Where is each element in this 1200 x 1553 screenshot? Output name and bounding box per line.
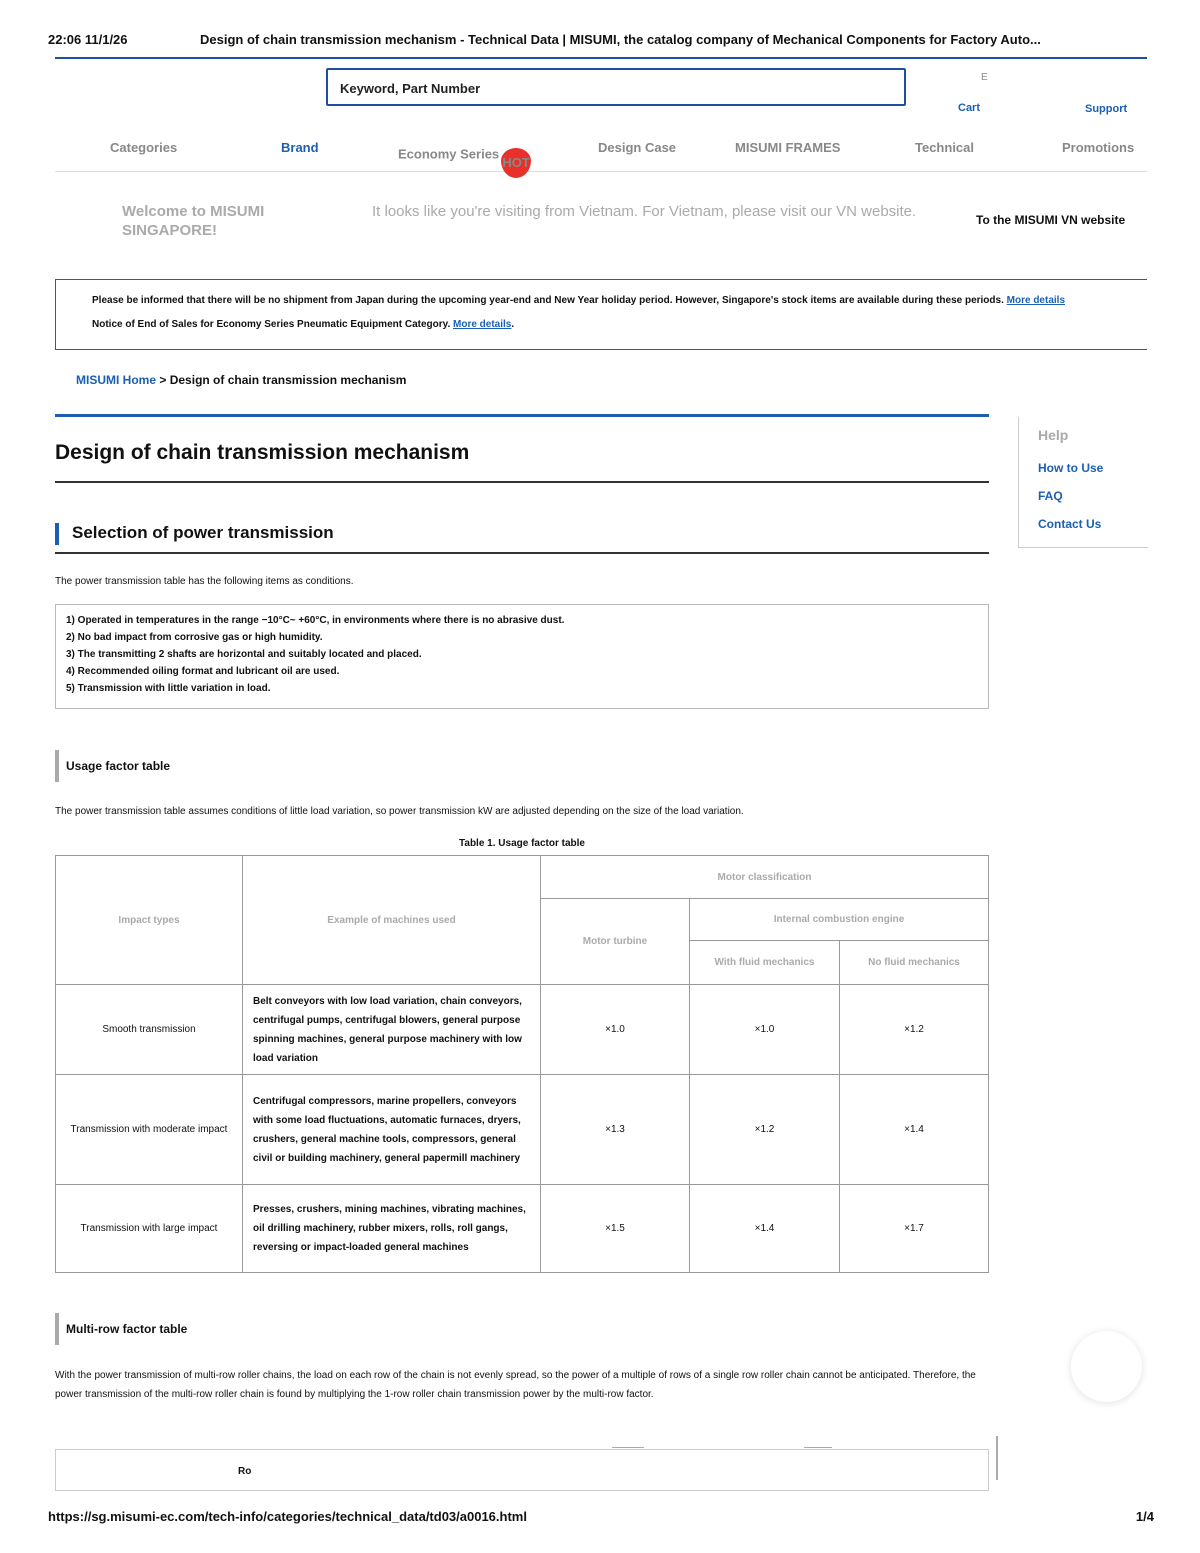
- cell-no-fluid: ×1.4: [840, 1075, 989, 1185]
- usage-text: The power transmission table assumes conditions of little load variation, so power transmission kW are adjusted depending on the size of the load variation.: [55, 806, 744, 817]
- breadcrumb-separator: >: [159, 373, 167, 387]
- nav-design-case[interactable]: Design Case: [598, 140, 677, 155]
- multirow-table-divider: [804, 1447, 832, 1448]
- print-footer: [48, 1509, 1154, 1524]
- table-row: [56, 1075, 989, 1185]
- page-title: Design of chain transmission mechanism: [55, 441, 989, 483]
- cell-impact: Smooth transmission: [56, 985, 243, 1075]
- condition-item: 1) Operated in temperatures in the range −10°C~ +60°C, in environments where there is no abrasive dust.: [66, 615, 565, 626]
- notice-eos-suffix: .: [511, 319, 515, 330]
- table-row: [56, 985, 989, 1075]
- cell-motor: ×1.5: [541, 1185, 690, 1273]
- support-link[interactable]: Support: [1085, 103, 1128, 115]
- cell-with-fluid: ×1.0: [690, 985, 840, 1075]
- print-doc-title: Design of chain transmission mechanism - Technical Data | MISUMI, the catalog company of Mechanical Components for Factory Auto...: [200, 32, 1041, 47]
- breadcrumb-current: Design of chain transmission mechanism: [169, 373, 407, 387]
- usage-factor-title: Usage factor table: [55, 750, 989, 782]
- cell-with-fluid: ×1.2: [690, 1075, 840, 1185]
- cell-no-fluid: ×1.7: [840, 1185, 989, 1273]
- region-message: It looks like you're visiting from Vietnam. For Vietnam, please visit our VN website.: [372, 203, 917, 220]
- help-link-contact[interactable]: Contact Us: [1038, 517, 1102, 531]
- th-motor-turbine: Motor turbine: [541, 899, 690, 985]
- multirow-table-divider: [612, 1447, 644, 1448]
- breadcrumb: [76, 373, 406, 387]
- intro-text: The power transmission table has the following items as conditions.: [55, 576, 354, 587]
- nav-brand[interactable]: Brand: [281, 140, 319, 155]
- print-url: https://sg.misumi-ec.com/tech-info/categories/technical_data/td03/a0016.html: [48, 1509, 527, 1524]
- cart-link[interactable]: Cart: [958, 102, 981, 114]
- th-example: Example of machines used: [243, 856, 541, 985]
- th-motor-class: Motor classification: [541, 856, 989, 899]
- multirow-factor-title: Multi-row factor table: [55, 1313, 989, 1345]
- cell-motor: ×1.0: [541, 985, 690, 1075]
- notice-holiday-text: Please be informed that there will be no shipment from Japan during the upcoming year-end and New Year holiday period. However, Singapore's stock items are available during these periods.: [92, 295, 1004, 306]
- nav-promotions[interactable]: Promotions: [1062, 140, 1135, 155]
- nav-economy-label: Economy Series: [398, 146, 500, 162]
- main-content: [55, 414, 989, 1404]
- section-title: Selection of power transmission: [55, 521, 989, 554]
- floating-action-button[interactable]: [1071, 1331, 1142, 1402]
- main-top-rule: [55, 414, 989, 417]
- help-sidebar: [1018, 417, 1148, 548]
- vn-link-prefix: To the: [976, 213, 1012, 227]
- nav-categories[interactable]: Categories: [110, 140, 178, 155]
- notice-eos-link[interactable]: More details: [453, 319, 512, 330]
- print-header: [48, 32, 1154, 47]
- nav-misumi-frames[interactable]: MISUMI FRAMES: [735, 140, 841, 155]
- notice-eos-text: Notice of End of Sales for Economy Series Pneumatic Equipment Category.: [92, 319, 451, 330]
- cell-example: Centrifugal compressors, marine propellers, conveyors with some load fluctuations, automatic furnaces, dryers, crushers, general machine tools, compressors, general civil or building machinery, general papermill machinery: [243, 1075, 541, 1185]
- vn-link-label: MISUMI VN website: [1014, 213, 1126, 227]
- vn-website-link[interactable]: [976, 213, 1125, 227]
- usage-factor-table: [55, 855, 989, 1273]
- hot-badge-icon: HOT: [501, 148, 531, 178]
- notice-holiday: [92, 295, 1111, 306]
- condition-item: 5) Transmission with little variation in load.: [66, 683, 271, 694]
- welcome-text: Welcome to MISUMI SINGAPORE!: [122, 203, 265, 239]
- multirow-factor-table: [55, 1449, 989, 1491]
- th-impact: Impact types: [56, 856, 243, 985]
- condition-item: 4) Recommended oiling format and lubricant oil are used.: [66, 666, 340, 677]
- table-row: [56, 1185, 989, 1273]
- search-input[interactable]: Keyword, Part Number: [326, 68, 906, 106]
- nav-technical[interactable]: Technical: [915, 140, 975, 155]
- print-timestamp: 22:06 11/1/26: [48, 32, 128, 47]
- cell-impact: Transmission with moderate impact: [56, 1075, 243, 1185]
- cell-no-fluid: ×1.2: [840, 985, 989, 1075]
- nav-economy-series[interactable]: [398, 140, 531, 170]
- table-caption: Table 1. Usage factor table: [459, 838, 585, 849]
- help-link-faq[interactable]: FAQ: [1038, 489, 1063, 503]
- notice-box: [55, 279, 1147, 350]
- print-page-number: 1/4: [1135, 1509, 1154, 1524]
- multirow-table-header: Ro: [238, 1466, 252, 1477]
- notice-holiday-link[interactable]: More details: [1006, 295, 1066, 306]
- header-top-border: [55, 57, 1147, 59]
- scrollbar-track[interactable]: [996, 1436, 998, 1480]
- th-with-fluid: With fluid mechanics: [690, 941, 840, 985]
- cell-with-fluid: ×1.4: [690, 1185, 840, 1273]
- notice-end-of-sales: [92, 319, 1111, 330]
- header-mark: E: [981, 72, 988, 83]
- th-ice: Internal combustion engine: [690, 899, 989, 941]
- conditions-list: [55, 604, 989, 709]
- multirow-text: With the power transmission of multi-row roller chains, the load on each row of the chain is not evenly spread, so the power of a multiple of rows of a single row roller chain cannot be anticipated. Therefore, the power transmission of the multi-row roller chain is found by multiplying the 1-row roller chain transmission power by the multi-row factor.: [55, 1370, 976, 1400]
- cell-example: Belt conveyors with low load variation, chain conveyors, centrifugal pumps, centrifugal blowers, general purpose spinning machines, general purpose machinery with low load variation: [243, 985, 541, 1075]
- breadcrumb-home[interactable]: MISUMI Home: [76, 373, 157, 387]
- help-heading: Help: [1038, 427, 1069, 443]
- cell-impact: Transmission with large impact: [56, 1185, 243, 1273]
- cell-example: Presses, crushers, mining machines, vibrating machines, oil drilling machinery, rubber mixers, rolls, roll gangs, reversing or impact-loaded general machines: [243, 1185, 541, 1273]
- cell-motor: ×1.3: [541, 1075, 690, 1185]
- condition-item: 3) The transmitting 2 shafts are horizontal and suitably located and placed.: [66, 649, 422, 660]
- global-nav: [55, 132, 1147, 172]
- th-no-fluid: No fluid mechanics: [840, 941, 989, 985]
- condition-item: 2) No bad impact from corrosive gas or high humidity.: [66, 632, 323, 643]
- help-link-how-to-use[interactable]: How to Use: [1038, 461, 1104, 475]
